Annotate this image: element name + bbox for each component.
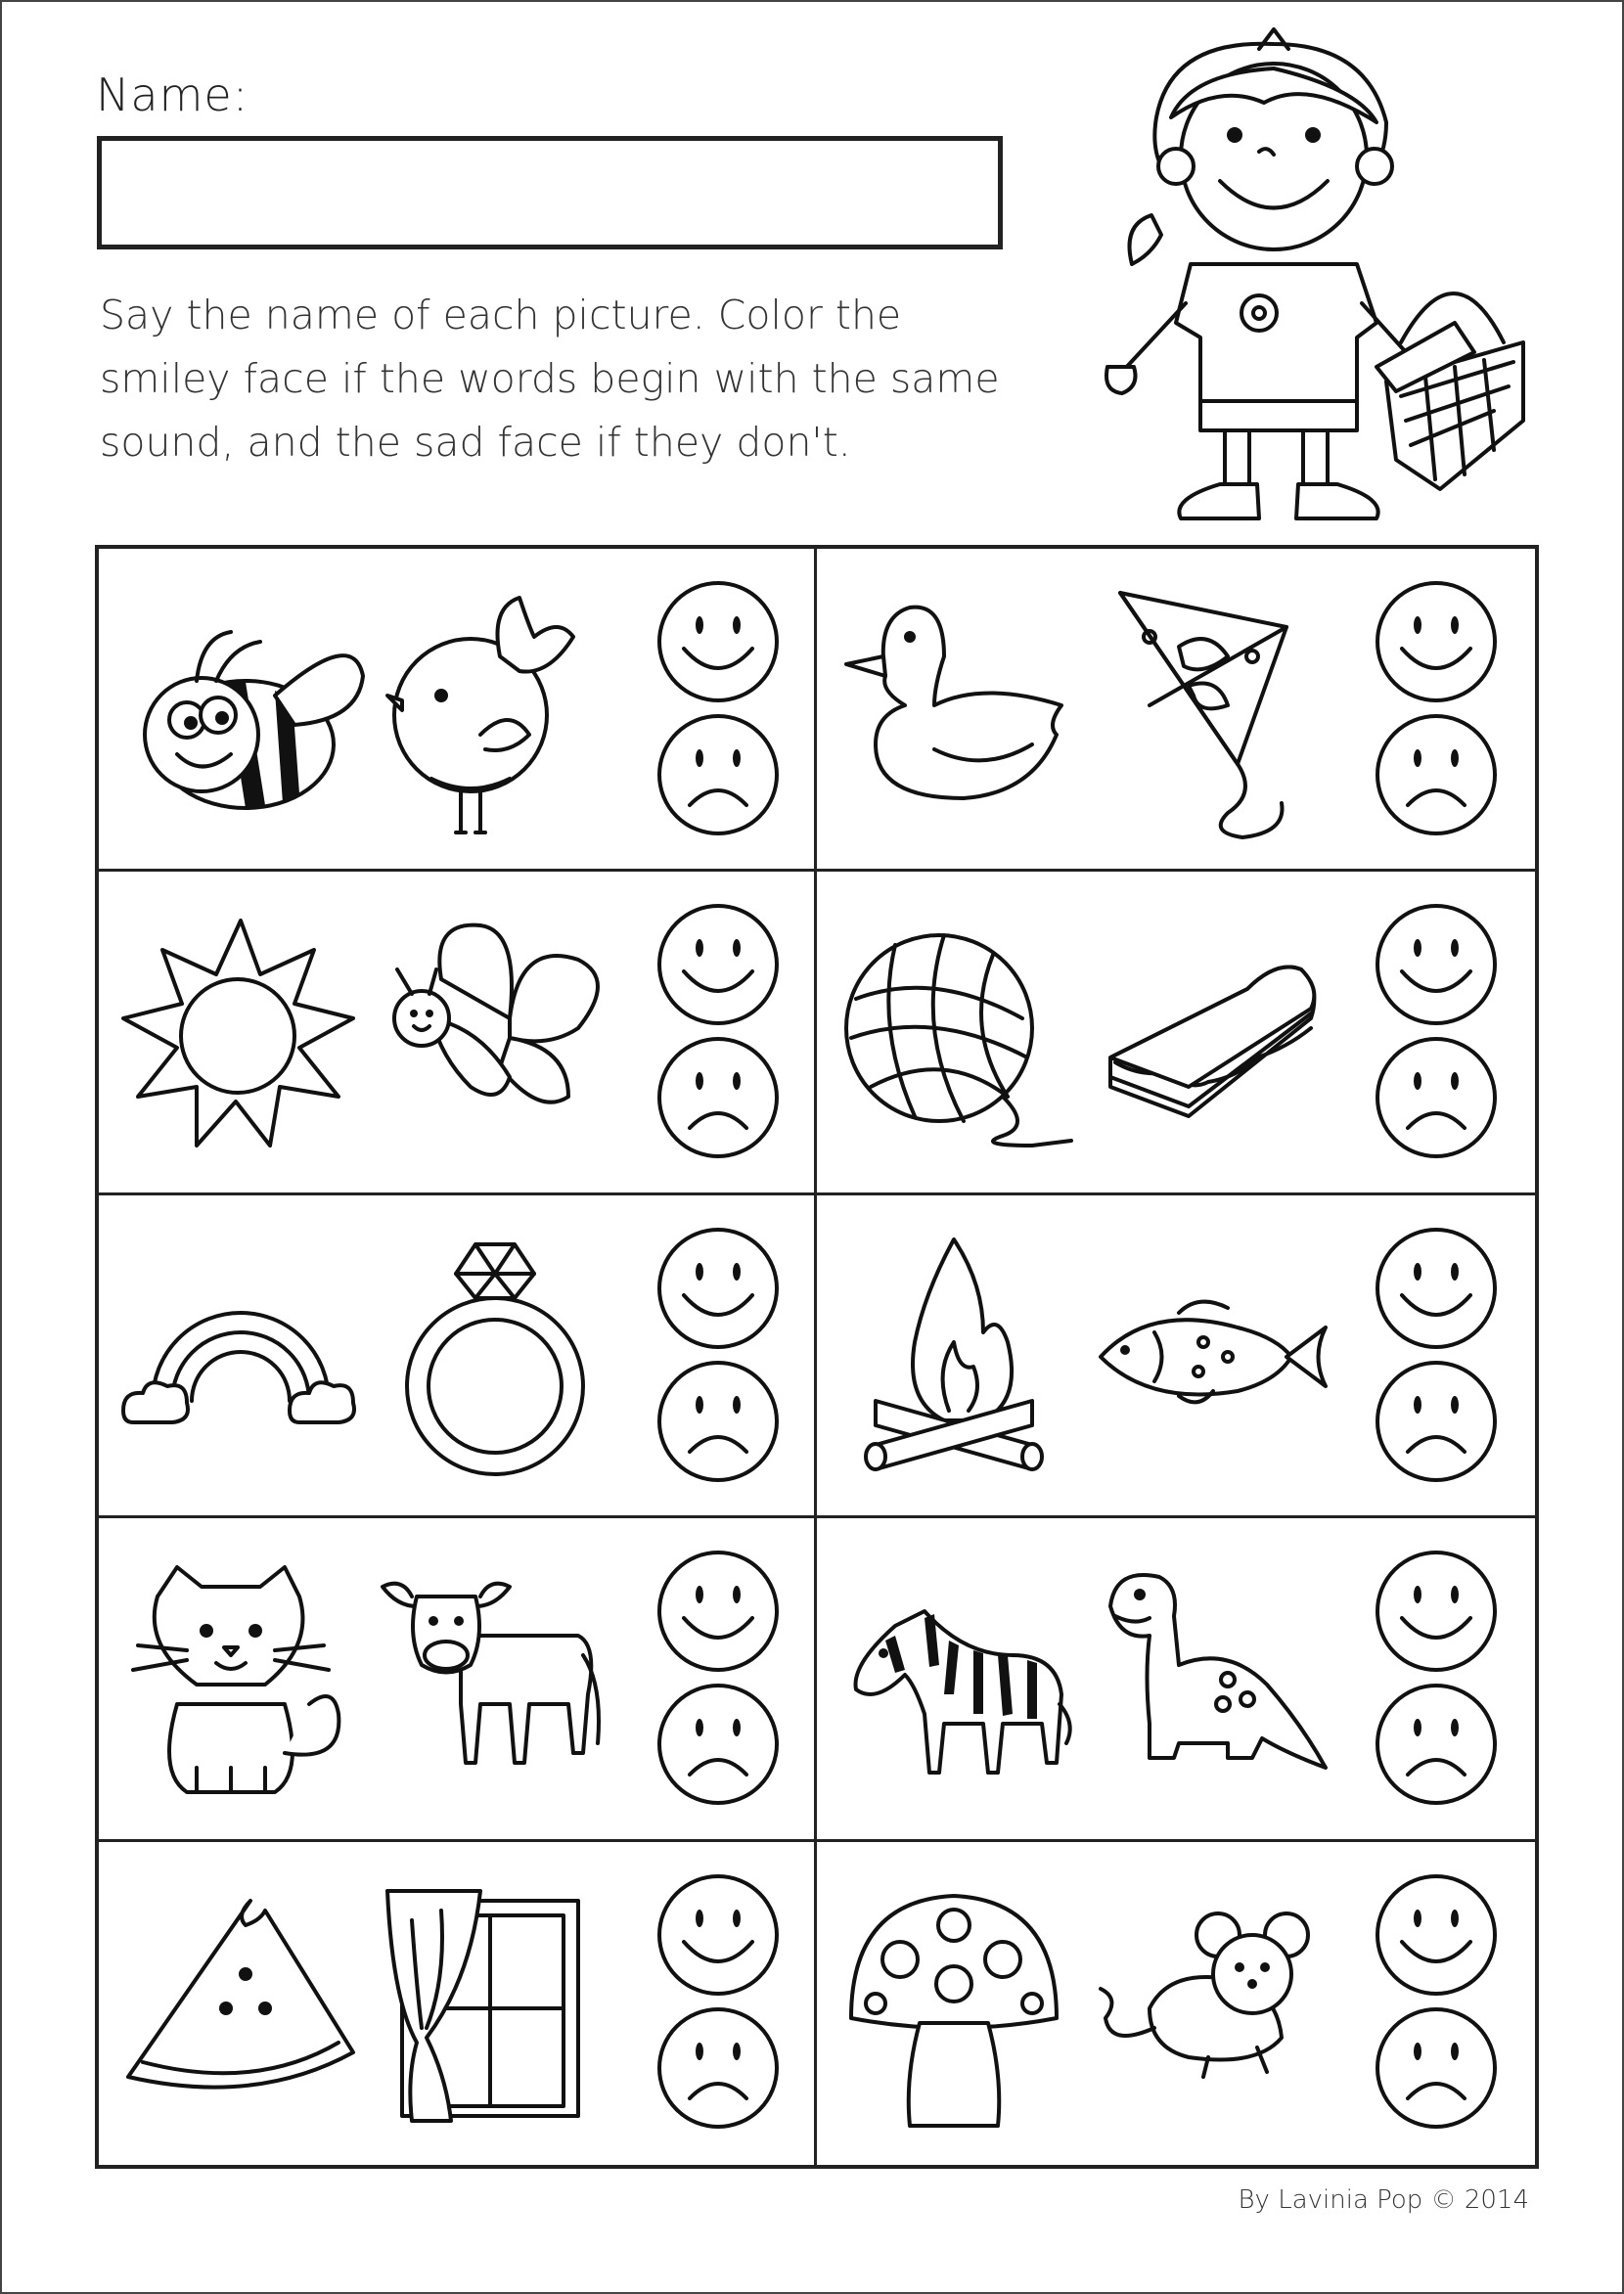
butterfly-icon [373,911,617,1165]
grid-cell [99,1842,817,2165]
sad-face-option[interactable] [654,1034,782,1161]
fish-icon [1091,1235,1335,1489]
smiley-face-option[interactable] [654,901,782,1028]
sad-face-option[interactable] [1373,711,1500,838]
grid-cell [817,872,1535,1194]
watermelon-icon [118,1881,363,2136]
smiley-face-option[interactable] [1373,578,1500,705]
sandwich-icon [1091,911,1335,1165]
kite-icon [1091,588,1335,842]
bird-icon [373,588,617,842]
sad-face-option[interactable] [1373,1358,1500,1485]
smiley-face-option[interactable] [1373,901,1500,1028]
grid-cell [99,872,817,1194]
yarn-ball-icon [836,911,1081,1165]
duck-icon [836,588,1081,842]
window-icon [373,1881,617,2136]
sun-icon [118,911,363,1165]
smiley-face-option[interactable] [1373,1871,1500,1999]
grid-cell [99,1195,817,1518]
grid-cell [817,1195,1535,1518]
smiley-face-option[interactable] [654,1871,782,1999]
sad-face-option[interactable] [654,2004,782,2132]
bee-icon [118,588,363,842]
sad-face-option[interactable] [654,1681,782,1808]
copyright-credit: By Lavinia Pop © 2014 [1238,2185,1529,2215]
girl-with-basket-icon [1063,29,1543,538]
grid-cell [99,549,817,872]
mushroom-icon [836,1881,1081,2136]
dinosaur-icon [1091,1557,1335,1812]
ring-icon [373,1235,617,1489]
campfire-icon [836,1235,1081,1489]
name-input-box[interactable] [97,136,1003,249]
grid-cell [817,1842,1535,2165]
cow-icon [373,1557,617,1812]
zebra-icon [836,1557,1081,1812]
cat-icon [118,1557,363,1812]
sad-face-option[interactable] [1373,1034,1500,1161]
picture-grid [95,545,1539,2169]
grid-cell [817,549,1535,872]
instructions-text: Say the name of each picture. Color the smiley face if the words begin with the same sound, and the sad face if they don't. [100,292,1000,466]
grid-cell [817,1518,1535,1841]
name-label: Name: [96,68,249,121]
smiley-face-option[interactable] [654,1548,782,1675]
smiley-face-option[interactable] [1373,1225,1500,1352]
rainbow-icon [118,1235,363,1489]
grid-cell [99,1518,817,1841]
sad-face-option[interactable] [1373,1681,1500,1808]
smiley-face-option[interactable] [654,578,782,705]
sad-face-option[interactable] [654,711,782,838]
mouse-icon [1091,1881,1335,2136]
smiley-face-option[interactable] [1373,1548,1500,1675]
sad-face-option[interactable] [654,1358,782,1485]
sad-face-option[interactable] [1373,2004,1500,2132]
smiley-face-option[interactable] [654,1225,782,1352]
